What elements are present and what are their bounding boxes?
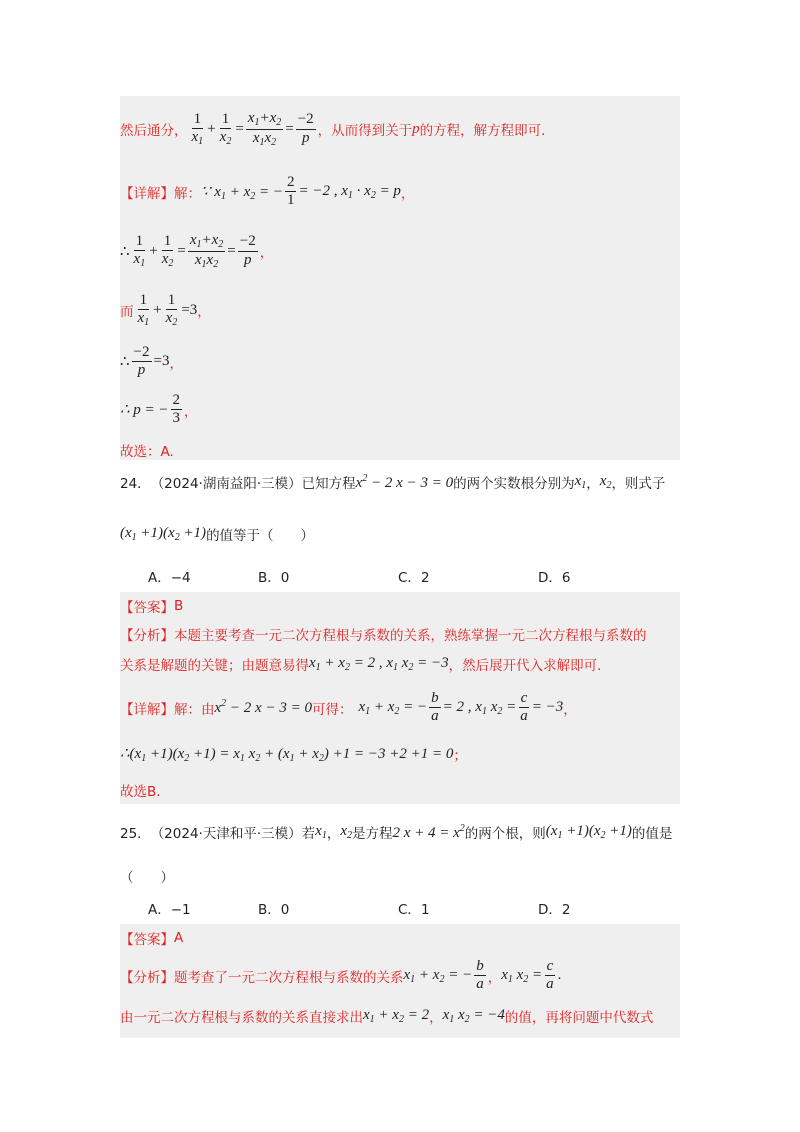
step-line: $\therefore(x_1 +1)(x_2 +1) = x_1$ $x_2 + (x_1 + x_2) +1 = -3 +2 +1 = 0$ ； [120,746,467,764]
option-c[interactable]: C．1 [398,902,430,918]
solution-block-23 [120,96,680,460]
question-24-stem-2: $(x_1 +1)(x_2 +1)$ 的值等于（ ） [120,525,315,544]
analysis-line-1: 【分析】 题考查了一元二次方程根与系数的关系 $x_1 + x_2$ = − $\frac{b}{a}$ ， $x_1$ $x_2$ = $\frac{c}{a}$ . [120,958,562,993]
analysis-line-2: 关系是解题的关键；由题意易得 $x_1 + x_2 = 2$ , $x_1$ $x_2 = -3$ ，然后展开代入求解即可. [120,655,602,674]
question-25-stem: 25． （2024·天津和平·三模） 若 $x_1$ ， $x_2$ 是方程 2 $x + 4 = x^2$ 的两个根，则 $(x_1 +1)(x_2 +1)$ 的值是 [120,822,673,842]
option-d[interactable]: D．6 [538,570,571,586]
solution-block-25 [120,924,680,1038]
analysis-line: 然后通分， $\frac{1}{x_1}$ + $\frac{1}{x_2}$ = $\frac{x_1+x_2}{x_1x_2}$ = $\frac{-2}{p}$ ，从而得到关于 p 的方程，解方程即可. [120,110,546,148]
choice-line: 故选B. [120,784,161,800]
answer-line: 【答案】 B [120,598,184,616]
option-d[interactable]: D．2 [538,902,571,918]
solution-block-24 [120,592,680,804]
question-25-paren: （ ） [120,870,174,886]
step-line-2: 而 $\frac{1}{x_1}$ + $\frac{1}{x_2}$ =3 ， [120,292,211,329]
choice-line: 故选：A. [120,444,174,460]
step-line-1: ∴ $\frac{1}{x_1}$ + $\frac{1}{x_2}$ = $\frac{x_1+x_2}{x_1x_2}$ = $\frac{-2}{p}$ ， [120,232,274,270]
detail-line: 【详解】 解： ∵ $x_1 + x_2$ = − $\frac{2}{1}$ = −2 , $x_1 \cdot x_2 = p$ ， [120,174,415,209]
option-a[interactable]: A．−1 [148,902,191,918]
question-24-stem: 24． （2024·湖南益阳·三模） 已知方程 $x^2 - 2$ x − 3 = 0 的两个实数根分别为 $x_1$ ， $x_2$ ，则式子 [120,472,666,492]
analysis-line-1: 【分析】 本题主要考查一元二次方程根与系数的关系，熟练掌握一元二次方程根与系数的 [120,628,647,644]
step-line-4: ∴ p = − $\frac{2}{3}$ ， [120,392,198,427]
step-line-3: ∴ $\frac{-2}{p}$ =3 ， [120,344,183,379]
option-b[interactable]: B．0 [258,902,290,918]
analysis-line-2: 由一元二次方程根与系数的关系直接求出 $x_1 + x_2 = 2$ ， $x_1$ $x_2 = -4$ 的值，再将问题中代数式 [120,1007,654,1026]
option-c[interactable]: C．2 [398,570,430,586]
detail-line: 【详解】 解：由 $x^2 - 2$ x − 3 = 0 可得： $x_1 + x_2$ = − $\frac{b}{a}$ = 2 , $x_1$ $x_2$ = $\frac{c}{a}$ = −3 ， [120,690,577,725]
option-b[interactable]: B．0 [258,570,290,586]
option-a[interactable]: A．−4 [148,570,191,586]
answer-line: 【答案】 A [120,930,184,948]
